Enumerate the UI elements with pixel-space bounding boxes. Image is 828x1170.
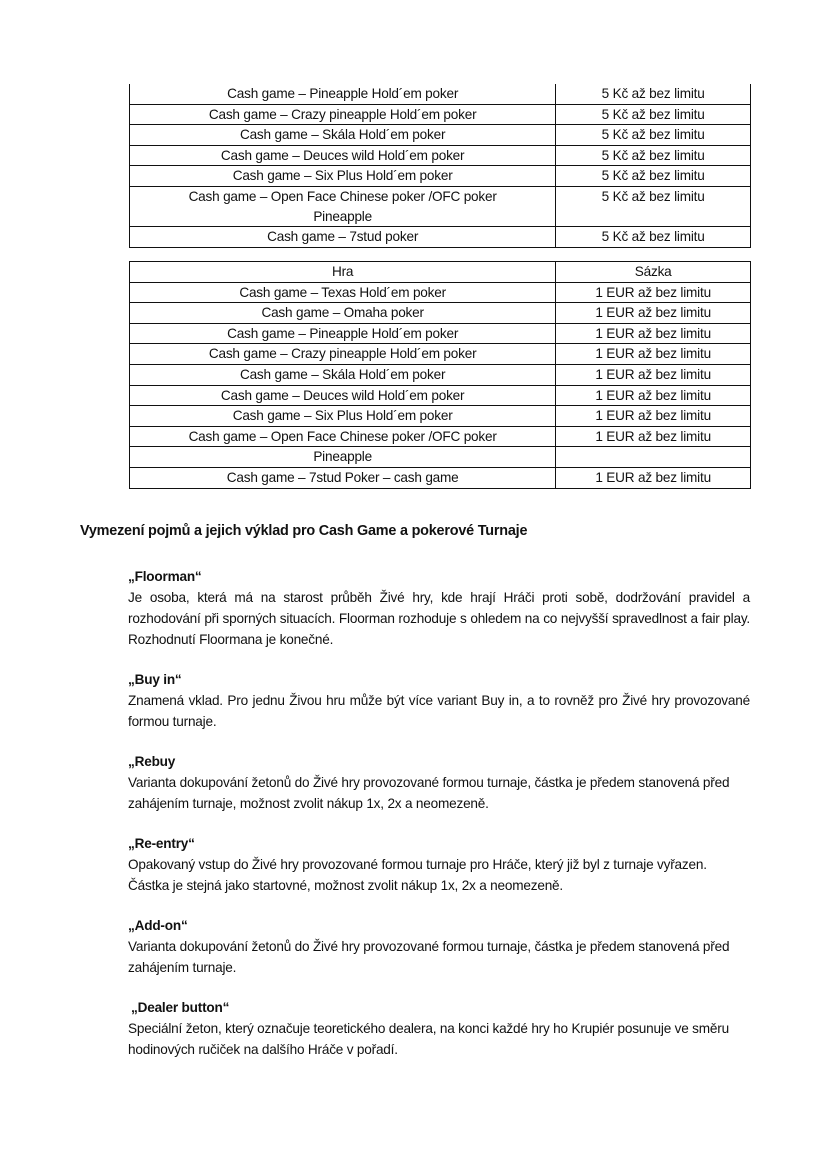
bet-cell: 1 EUR až bez limitu <box>556 385 751 406</box>
table-row <box>130 104 751 125</box>
bet-cell: 1 EUR až bez limitu <box>556 303 751 324</box>
bet-cell: 1 EUR až bez limitu <box>556 323 751 344</box>
term-body: Varianta dokupování žetonů do Živé hry provozované formou turnaje, částka je předem stanovená před zahájením turnaje, možnost zvolit nákup 1x, 2x a neomezeně. <box>128 775 730 811</box>
table-row <box>130 344 751 365</box>
term-title: „Rebuy <box>128 754 176 769</box>
term-add-on <box>128 916 750 978</box>
bet-cell: 1 EUR až bez limitu <box>556 406 751 427</box>
table-row <box>130 282 751 303</box>
game-cell-line: Cash game – Open Face Chinese poker /OFC poker <box>188 188 497 204</box>
bet-cell <box>556 447 751 468</box>
term-rebuy <box>128 752 750 814</box>
table-row <box>130 84 751 104</box>
term-buy-in <box>128 670 750 732</box>
bet-cell: 5 Kč až bez limitu <box>556 104 751 125</box>
czk-bets-table <box>129 84 751 248</box>
term-title: „Buy in“ <box>128 672 182 687</box>
bet-cell: 1 EUR až bez limitu <box>556 282 751 303</box>
game-cell: Cash game – Deuces wild Hold´em poker <box>130 145 556 166</box>
section-heading: Vymezení pojmů a jejich výklad pro Cash Game a pokerové Turnaje <box>80 523 528 539</box>
table-row <box>130 145 751 166</box>
game-cell: Cash game – Texas Hold´em poker <box>130 282 556 303</box>
term-body: Speciální žeton, který označuje teoretického dealera, na konci každé hry ho Krupiér posunuje ve směru hodinových ručiček na dalšího Hráče v pořadí. <box>128 1021 729 1057</box>
bet-cell: 5 Kč až bez limitu <box>556 145 751 166</box>
bet-cell: 5 Kč až bez limitu <box>556 186 751 226</box>
term-body: Opakovaný vstup do Živé hry provozované formou turnaje pro Hráče, který již byl z turnaje vyřazen. Částka je stejná jako startovné, možnost zvolit nákup 1x, 2x a neomezeně. <box>128 857 707 893</box>
game-cell: Cash game – Deuces wild Hold´em poker <box>130 385 556 406</box>
term-body: Je osoba, která má na starost průběh Živé hry, kde hrají Hráči proti sobě, dodržování pravidel a rozhodování při sporných situacích. Floorman rozhoduje s ohledem na co nejvyšší spravedlnost a fair play. Rozhodnutí Floormana je konečné. <box>128 590 750 647</box>
term-title: „Add-on“ <box>128 918 188 933</box>
game-cell: Pineapple <box>130 447 556 468</box>
term-re-entry <box>128 834 750 896</box>
term-floorman <box>128 567 750 650</box>
game-cell: Cash game – Crazy pineapple Hold´em poker <box>130 104 556 125</box>
table-row <box>130 166 751 187</box>
table-row <box>130 447 751 468</box>
table-row <box>130 385 751 406</box>
table-row <box>130 364 751 385</box>
table-row <box>130 227 751 248</box>
bet-cell: 5 Kč až bez limitu <box>556 227 751 248</box>
game-cell: Cash game – 7stud Poker – cash game <box>130 467 556 488</box>
table-row <box>130 323 751 344</box>
game-cell: Cash game – Open Face Chinese poker /OFC poker <box>130 426 556 447</box>
bet-cell: 5 Kč až bez limitu <box>556 125 751 146</box>
game-cell: Cash game – Skála Hold´em poker <box>130 125 556 146</box>
header-bet: Sázka <box>556 262 751 283</box>
table-row <box>130 406 751 427</box>
game-cell: Cash game – Omaha poker <box>130 303 556 324</box>
term-dealer-button <box>128 998 750 1060</box>
terms-list <box>128 567 750 1080</box>
game-cell: Cash game – Pineapple Hold´em poker <box>130 323 556 344</box>
eur-bets-table <box>129 261 751 489</box>
bet-cell: 1 EUR až bez limitu <box>556 426 751 447</box>
bet-cell: 1 EUR až bez limitu <box>556 467 751 488</box>
bet-cell: 1 EUR až bez limitu <box>556 344 751 365</box>
term-title: „Dealer button“ <box>131 1000 230 1015</box>
term-body: Varianta dokupování žetonů do Živé hry provozované formou turnaje, částka je předem stanovená před zahájením turnaje. <box>128 939 730 975</box>
table-header-row <box>130 262 751 283</box>
game-cell: Cash game – Six Plus Hold´em poker <box>130 406 556 427</box>
table-row <box>130 467 751 488</box>
game-cell-line: Pineapple <box>313 208 372 224</box>
term-title: „Floorman“ <box>128 569 202 584</box>
term-body: Znamená vklad. Pro jednu Živou hru může být více variant Buy in, a to rovněž pro Živé hry provozované formou turnaje. <box>128 693 750 729</box>
header-game: Hra <box>130 262 556 283</box>
table-row <box>130 303 751 324</box>
term-title: „Re-entry“ <box>128 836 195 851</box>
game-cell <box>130 186 556 226</box>
game-cell: Cash game – Six Plus Hold´em poker <box>130 166 556 187</box>
table-row <box>130 125 751 146</box>
game-cell: Cash game – Skála Hold´em poker <box>130 364 556 385</box>
game-cell: Cash game – Pineapple Hold´em poker <box>130 84 556 104</box>
bet-cell: 5 Kč až bez limitu <box>556 166 751 187</box>
table-row <box>130 186 751 226</box>
game-cell: Cash game – 7stud poker <box>130 227 556 248</box>
game-cell: Cash game – Crazy pineapple Hold´em poker <box>130 344 556 365</box>
bet-cell: 5 Kč až bez limitu <box>556 84 751 104</box>
table-row <box>130 426 751 447</box>
bet-cell: 1 EUR až bez limitu <box>556 364 751 385</box>
